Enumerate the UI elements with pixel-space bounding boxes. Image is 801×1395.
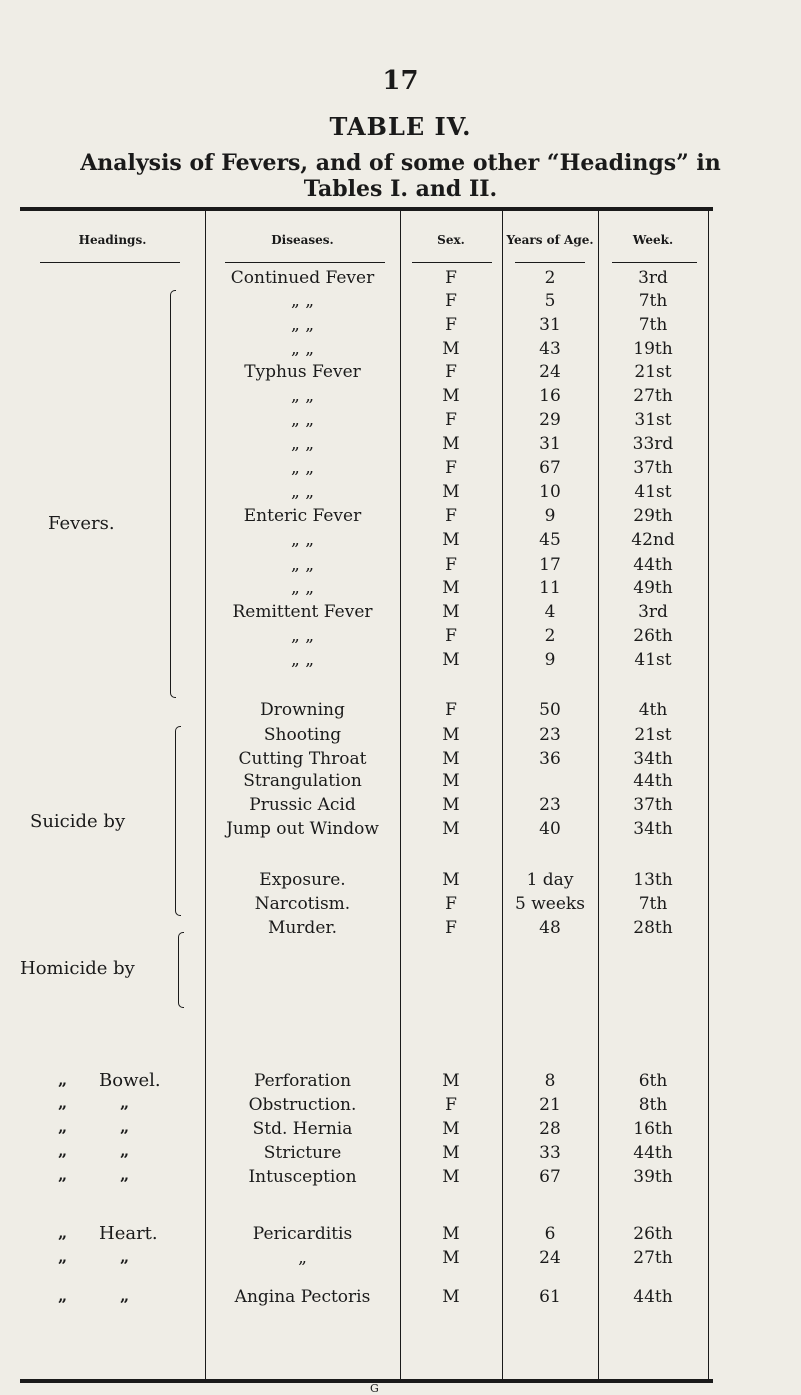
heart-ditto-col1: „ — [58, 1286, 68, 1305]
page-number: 17 — [382, 66, 419, 96]
week-cell: 34th — [633, 819, 673, 839]
disease-cell: Prussic Acid — [249, 795, 356, 815]
sex-cell: M — [442, 725, 460, 745]
age-cell: 33 — [539, 1143, 561, 1163]
week-cell: 44th — [633, 1287, 673, 1307]
age-cell: 31 — [539, 434, 561, 454]
week-cell: 19th — [633, 339, 673, 359]
week-cell: 44th — [633, 555, 673, 575]
header-underline-1 — [40, 262, 180, 263]
group-fevers: Fevers. — [48, 513, 115, 534]
sex-cell: F — [445, 894, 457, 914]
age-cell: 31 — [539, 315, 561, 335]
week-cell: 49th — [633, 578, 673, 598]
age-cell: 5 weeks — [515, 894, 585, 914]
sex-cell: M — [442, 434, 460, 454]
bottom-rule — [20, 1379, 713, 1383]
week-cell: 7th — [638, 894, 668, 914]
sex-cell: M — [442, 870, 460, 890]
disease-cell: Stricture — [263, 1143, 342, 1163]
bowel-ditto-col1: „ — [58, 1141, 68, 1160]
week-cell: 7th — [638, 291, 668, 311]
week-cell: 44th — [633, 1143, 673, 1163]
heart-ditto-col1: „ — [58, 1247, 68, 1266]
header-underline-3 — [412, 262, 492, 263]
age-cell: 10 — [539, 482, 561, 502]
age-cell: 9 — [544, 506, 556, 526]
week-cell: 7th — [638, 315, 668, 335]
sex-cell: F — [445, 506, 457, 526]
disease-cell: Enteric Fever — [243, 506, 362, 526]
disease-cell: „ — [298, 1248, 307, 1268]
header-age: Years of Age. — [506, 233, 594, 247]
week-cell: 4th — [638, 700, 668, 720]
week-cell: 31st — [634, 410, 672, 430]
disease-cell: Shooting — [263, 725, 342, 745]
age-cell: 2 — [544, 626, 556, 646]
bowel-ditto-col1: „ — [58, 1093, 68, 1112]
age-cell: 28 — [539, 1119, 561, 1139]
week-cell: 41st — [634, 482, 672, 502]
group-homicide: Homicide by — [20, 958, 135, 979]
sex-cell: F — [445, 410, 457, 430]
week-cell: 39th — [633, 1167, 673, 1187]
age-cell: 16 — [539, 386, 561, 406]
disease-cell: „ „ — [290, 555, 315, 575]
header-diseases: Diseases. — [271, 233, 334, 247]
age-cell: 1 day — [526, 870, 574, 890]
week-cell: 27th — [633, 1248, 673, 1268]
sex-cell: M — [442, 1119, 460, 1139]
homicide-brace — [178, 932, 184, 1008]
sex-cell: M — [442, 819, 460, 839]
heart-ditto-col2: „ — [120, 1247, 130, 1266]
sex-cell: F — [445, 458, 457, 478]
disease-cell: Remittent Fever — [232, 602, 373, 622]
week-cell: 44th — [633, 771, 673, 791]
week-cell: 26th — [633, 1224, 673, 1244]
sex-cell: M — [442, 602, 460, 622]
age-cell: 61 — [539, 1287, 561, 1307]
group-heart: Heart. — [99, 1223, 158, 1244]
bowel-ditto-col2: „ — [120, 1117, 130, 1136]
header-sex: Sex. — [437, 233, 465, 247]
table-title-line1: Analysis of Fevers, and of some other “Headings” in — [80, 150, 721, 176]
disease-cell: Std. Hernia — [252, 1119, 353, 1139]
age-cell: 2 — [544, 268, 556, 288]
disease-cell: „ „ — [290, 650, 315, 670]
week-cell: 8th — [638, 1095, 668, 1115]
week-cell: 21st — [634, 725, 672, 745]
sex-cell: M — [442, 1248, 460, 1268]
bowel-ditto-col2: „ — [120, 1165, 130, 1184]
header-underline-5 — [612, 262, 697, 263]
age-cell: 36 — [539, 749, 561, 769]
sex-cell: M — [442, 339, 460, 359]
week-cell: 28th — [633, 918, 673, 938]
week-cell: 34th — [633, 749, 673, 769]
sex-cell: F — [445, 315, 457, 335]
disease-cell: Perforation — [253, 1071, 352, 1091]
week-cell: 21st — [634, 362, 672, 382]
disease-cell: „ „ — [290, 626, 315, 646]
disease-cell: Murder. — [267, 918, 338, 938]
sex-cell: F — [445, 268, 457, 288]
sex-cell: M — [442, 1167, 460, 1187]
disease-cell: „ „ — [290, 458, 315, 478]
header-week: Week. — [632, 233, 674, 247]
sex-cell: M — [442, 795, 460, 815]
disease-cell: Intusception — [248, 1167, 357, 1187]
col-divider-5 — [708, 211, 709, 1379]
heart-ditto-col2: „ — [120, 1286, 130, 1305]
week-cell: 3rd — [638, 602, 668, 622]
sex-cell: M — [442, 386, 460, 406]
disease-cell: Obstruction. — [248, 1095, 357, 1115]
age-cell: 50 — [539, 700, 561, 720]
sex-cell: M — [442, 749, 460, 769]
sex-cell: M — [442, 1071, 460, 1091]
age-cell: 11 — [539, 578, 561, 598]
age-cell: 40 — [539, 819, 561, 839]
age-cell: 67 — [539, 1167, 561, 1187]
disease-cell: Typhus Fever — [244, 362, 361, 382]
group-bowel: Bowel. — [99, 1070, 161, 1091]
fevers-brace — [170, 290, 176, 698]
week-cell: 6th — [638, 1071, 668, 1091]
week-cell: 16th — [633, 1119, 673, 1139]
disease-cell: Continued Fever — [230, 268, 375, 288]
disease-cell: Angina Pectoris — [234, 1287, 371, 1307]
disease-cell: Narcotism. — [254, 894, 351, 914]
table-label: TABLE IV. — [329, 112, 472, 141]
bowel-ditto-col2: „ — [120, 1093, 130, 1112]
disease-cell: „ „ — [290, 578, 315, 598]
sex-cell: M — [442, 771, 460, 791]
disease-cell: Cutting Throat — [238, 749, 367, 769]
header-headings: Headings. — [78, 233, 147, 247]
disease-cell: Pericarditis — [252, 1224, 353, 1244]
disease-cell: „ „ — [290, 315, 315, 335]
bowel-ditto-col2: „ — [120, 1141, 130, 1160]
disease-cell: „ „ — [290, 410, 315, 430]
age-cell: 67 — [539, 458, 561, 478]
week-cell: 27th — [633, 386, 673, 406]
age-cell: 17 — [539, 555, 561, 575]
week-cell: 41st — [634, 650, 672, 670]
top-rule — [20, 207, 713, 211]
sex-cell: F — [445, 700, 457, 720]
age-cell: 24 — [539, 1248, 561, 1268]
bowel-ditto: „ — [58, 1070, 68, 1089]
age-cell: 6 — [544, 1224, 556, 1244]
sex-cell: F — [445, 555, 457, 575]
disease-cell: Exposure. — [259, 870, 346, 890]
age-cell: 9 — [544, 650, 556, 670]
disease-cell: „ „ — [290, 386, 315, 406]
age-cell: 45 — [539, 530, 561, 550]
week-cell: 37th — [633, 458, 673, 478]
sex-cell: M — [442, 1224, 460, 1244]
age-cell: 23 — [539, 725, 561, 745]
sex-cell: M — [442, 650, 460, 670]
disease-cell: „ „ — [290, 291, 315, 311]
header-underline-2 — [225, 262, 385, 263]
age-cell: 24 — [539, 362, 561, 382]
bowel-ditto-col1: „ — [58, 1117, 68, 1136]
week-cell: 13th — [633, 870, 673, 890]
group-suicide: Suicide by — [30, 811, 126, 832]
week-cell: 42nd — [631, 530, 675, 550]
heart-ditto: „ — [58, 1223, 68, 1242]
sex-cell: F — [445, 362, 457, 382]
bowel-ditto-col1: „ — [58, 1165, 68, 1184]
sex-cell: F — [445, 291, 457, 311]
sex-cell: M — [442, 530, 460, 550]
age-cell: 29 — [539, 410, 561, 430]
sex-cell: F — [445, 626, 457, 646]
disease-cell: „ „ — [290, 530, 315, 550]
disease-cell: „ „ — [290, 482, 315, 502]
age-cell: 43 — [539, 339, 561, 359]
age-cell: 21 — [539, 1095, 561, 1115]
sex-cell: M — [442, 1287, 460, 1307]
header-underline-4 — [515, 262, 585, 263]
sex-cell: M — [442, 578, 460, 598]
table-title-line2: Tables I. and II. — [303, 176, 498, 202]
week-cell: 37th — [633, 795, 673, 815]
week-cell: 33rd — [632, 434, 674, 454]
sex-cell: M — [442, 1143, 460, 1163]
disease-cell: Strangulation — [243, 771, 362, 791]
disease-cell: Jump out Window — [226, 819, 379, 839]
age-cell: 5 — [544, 291, 556, 311]
disease-cell: „ „ — [290, 434, 315, 454]
age-cell: 23 — [539, 795, 561, 815]
age-cell: 8 — [544, 1071, 556, 1091]
sex-cell: M — [442, 482, 460, 502]
age-cell: 48 — [539, 918, 561, 938]
week-cell: 29th — [633, 506, 673, 526]
sex-cell: F — [445, 1095, 457, 1115]
disease-cell: „ „ — [290, 339, 315, 359]
suicide-brace — [175, 726, 181, 916]
footer-mark: G — [370, 1382, 379, 1395]
sex-cell: F — [445, 918, 457, 938]
disease-cell: Drowning — [260, 700, 345, 720]
week-cell: 3rd — [638, 268, 668, 288]
age-cell: 4 — [544, 602, 556, 622]
week-cell: 26th — [633, 626, 673, 646]
